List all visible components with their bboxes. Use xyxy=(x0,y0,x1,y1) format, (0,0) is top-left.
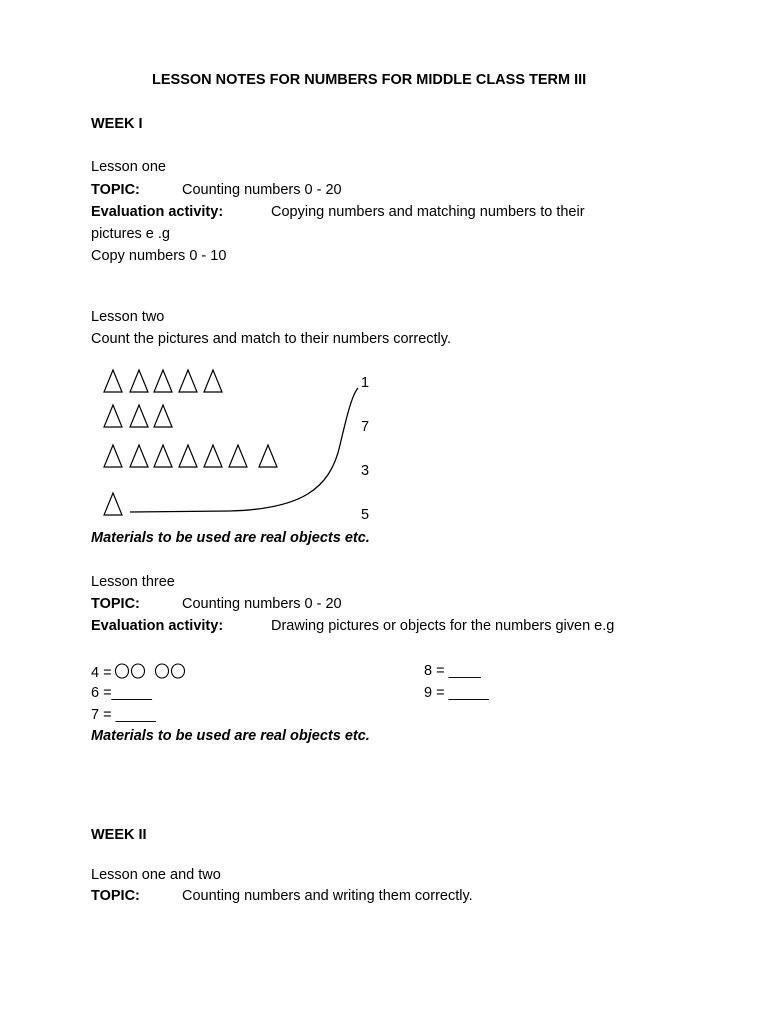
week-2-topic-text: Counting numbers and writing them correctly. xyxy=(182,888,473,904)
circle-icon xyxy=(131,664,144,678)
triangle-icon xyxy=(130,445,148,467)
triangle-icon xyxy=(104,405,122,427)
triangle-row-1 xyxy=(104,370,222,392)
match-number-2: 7 xyxy=(361,419,370,435)
lesson-three-evaluation-label: Evaluation activity: xyxy=(91,618,224,634)
triangle-icon xyxy=(179,370,197,392)
example-4-label: 4 = xyxy=(91,665,112,681)
lesson-two-materials: Materials to be used are real objects etc. xyxy=(91,530,370,546)
triangle-icon xyxy=(204,370,222,392)
match-number-4: 5 xyxy=(361,507,370,523)
lesson-two-label: Lesson two xyxy=(91,309,165,325)
triangle-row-4 xyxy=(104,493,122,515)
triangle-icon xyxy=(154,370,172,392)
example-6: 6 =_____ xyxy=(91,685,152,701)
week-2-lesson-label: Lesson one and two xyxy=(91,867,221,883)
lesson-one-evaluation-continued: pictures e .g xyxy=(91,226,170,242)
matching-line xyxy=(130,388,358,512)
circle-icon xyxy=(171,664,184,678)
lesson-three-label: Lesson three xyxy=(91,574,175,590)
triangle-icon xyxy=(130,405,148,427)
triangle-icon xyxy=(229,445,247,467)
lesson-three-topic-label: TOPIC: xyxy=(91,596,140,612)
lesson-three-evaluation-text: Drawing pictures or objects for the numbers given e.g xyxy=(271,618,615,634)
match-number-3: 3 xyxy=(361,463,370,479)
page-title: LESSON NOTES FOR NUMBERS FOR MIDDLE CLASS TERM III xyxy=(152,72,587,88)
circles-drawing xyxy=(114,662,190,680)
week-1-heading: WEEK I xyxy=(91,116,143,132)
lesson-one-evaluation-text: Copying numbers and matching numbers to their xyxy=(271,204,585,220)
triangle-icon xyxy=(104,445,122,467)
triangle-icon xyxy=(104,493,122,515)
triangle-icon xyxy=(204,445,222,467)
triangle-row-2 xyxy=(104,405,172,427)
example-8: 8 = ____ xyxy=(424,663,481,679)
example-4 xyxy=(91,662,190,682)
lesson-one-topic-text: Counting numbers 0 - 20 xyxy=(182,182,342,198)
lesson-one-topic-label: TOPIC: xyxy=(91,182,140,198)
circle-icon xyxy=(115,664,128,678)
lesson-one-copy-line: Copy numbers 0 - 10 xyxy=(91,248,227,264)
lesson-one-evaluation-label: Evaluation activity: xyxy=(91,204,224,220)
circle-icon xyxy=(155,664,168,678)
lesson-two-instruction: Count the pictures and match to their numbers correctly. xyxy=(91,331,451,347)
lesson-one-label: Lesson one xyxy=(91,159,166,175)
triangle-icon xyxy=(179,445,197,467)
example-9: 9 = _____ xyxy=(424,685,489,701)
triangle-icon xyxy=(259,445,277,467)
triangle-icon xyxy=(154,445,172,467)
example-7: 7 = _____ xyxy=(91,707,156,723)
triangle-icon xyxy=(154,405,172,427)
triangle-row-3 xyxy=(104,445,277,467)
match-number-1: 1 xyxy=(361,375,370,391)
week-2-heading: WEEK II xyxy=(91,827,147,843)
lesson-three-topic-text: Counting numbers 0 - 20 xyxy=(182,596,342,612)
triangle-icon xyxy=(130,370,148,392)
triangle-icon xyxy=(104,370,122,392)
week-2-topic-label: TOPIC: xyxy=(91,888,140,904)
lesson-three-materials: Materials to be used are real objects etc. xyxy=(91,728,370,744)
